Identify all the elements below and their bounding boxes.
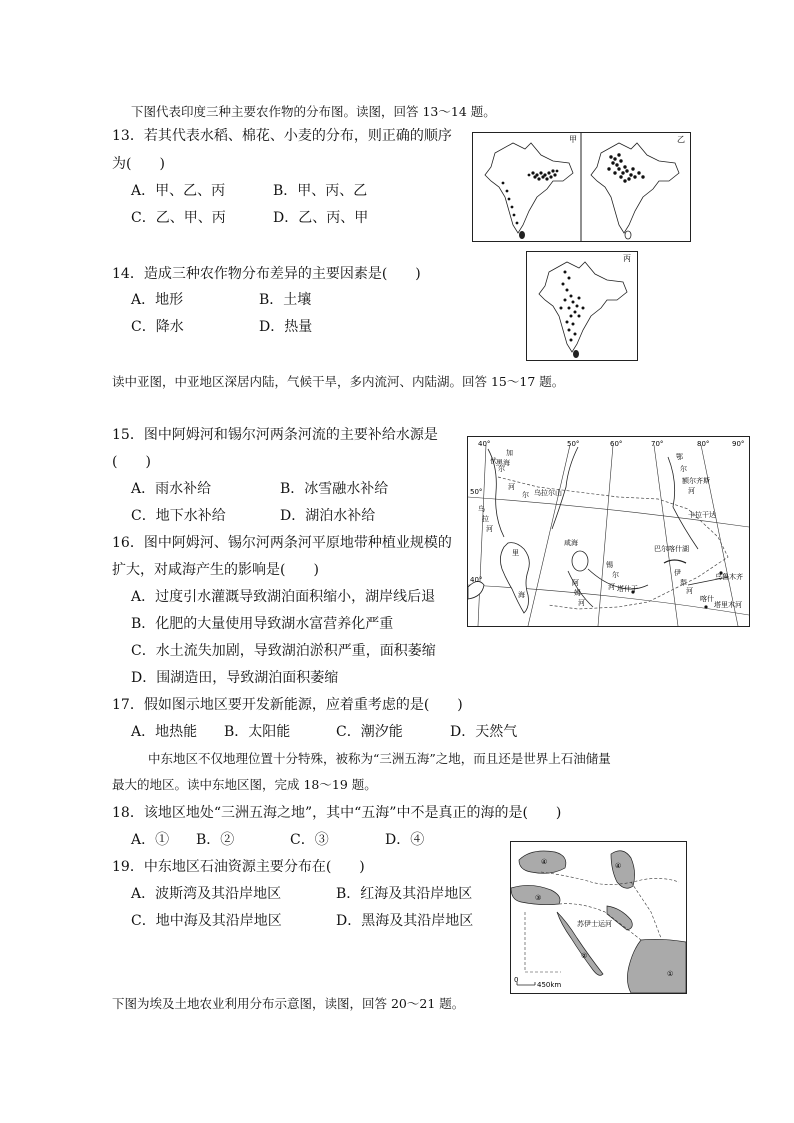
q17-option-a[interactable]: A．地热能 bbox=[131, 724, 198, 740]
panel-yi-label: 乙 bbox=[677, 135, 685, 144]
q14-option-d[interactable]: D．热量 bbox=[259, 319, 313, 335]
ural-label-2: 拉 bbox=[482, 515, 489, 523]
irtysh-label-2: 河 bbox=[688, 487, 695, 495]
q13-stem: 13．若其代表水稻、棉花、小麦的分布，则正确的顺序 bbox=[112, 128, 452, 144]
q15-stem-cont: ( ) bbox=[112, 454, 151, 470]
volga-label-2: 尔 bbox=[498, 465, 505, 473]
q17-stem: 17．假如图示地区要开发新能源，应着重考虑的是( ) bbox=[112, 697, 463, 713]
volga-label-3: 加 bbox=[506, 449, 513, 457]
q16-option-c[interactable]: C．水土流失加剧，导致湖泊淤积严重，面积萎缩 bbox=[131, 643, 436, 659]
ural-label-3: 尔 bbox=[522, 491, 529, 499]
amu-label-2: 姆 bbox=[574, 589, 581, 597]
q18-option-c[interactable]: C．③ bbox=[290, 832, 329, 848]
marker-1: ① bbox=[667, 970, 674, 978]
q13-option-a[interactable]: A．甲、乙、丙 bbox=[131, 183, 226, 199]
intro-15-17: 读中亚图，中亚地区深居内陆，气候干旱，多内流河、内陆湖。回答 15～17 题。 bbox=[112, 374, 565, 389]
ural-label-1: 乌 bbox=[478, 505, 485, 513]
intro-18-19-line2: 最大的地区。读中东地区图，完成 18～19 题。 bbox=[112, 777, 377, 792]
india-map-jia-yi bbox=[472, 132, 691, 242]
q13-option-d[interactable]: D．乙、丙、甲 bbox=[273, 210, 369, 226]
suez-label: 苏伊士运河 bbox=[577, 920, 612, 928]
india-map-bing bbox=[526, 251, 638, 361]
marker-4-top-left: ④ bbox=[541, 858, 548, 866]
volga-label-4: 河 bbox=[508, 483, 515, 491]
marker-3: ③ bbox=[535, 894, 542, 902]
q14-option-b[interactable]: B．土壤 bbox=[259, 292, 312, 308]
intro-18-19-line1: 中东地区不仅地理位置十分特殊，被称为“三洲五海”之地，而且还是世界上石油储量 bbox=[148, 751, 611, 766]
lon-60: 60° bbox=[610, 440, 623, 448]
caspian-label-2: 海 bbox=[518, 591, 525, 599]
irtysh-label: 额尔齐斯 bbox=[682, 477, 710, 485]
q19-option-c[interactable]: C．地中海及其沿岸地区 bbox=[131, 913, 282, 929]
panel-yi-dots bbox=[607, 153, 644, 182]
q16-option-d[interactable]: D．围湖造田，导致湖泊面积萎缩 bbox=[131, 670, 339, 686]
kashi-label: 喀什 bbox=[700, 595, 714, 603]
lon-40: 40° bbox=[478, 440, 491, 448]
lon-50: 50° bbox=[567, 440, 580, 448]
obi-label-2: 尔 bbox=[680, 465, 687, 473]
lat-50: 50° bbox=[470, 488, 483, 496]
panel-jia-label: 甲 bbox=[569, 135, 577, 144]
amu-label-3: 河 bbox=[578, 599, 585, 607]
q16-stem-cont: 扩大，对咸海产生的影响是( ) bbox=[112, 562, 319, 578]
marker-4: ④ bbox=[615, 862, 622, 870]
q19-stem: 19．中东地区石油资源主要分布在( ) bbox=[112, 859, 365, 875]
q14-option-a[interactable]: A．地形 bbox=[131, 292, 184, 308]
q18-option-b[interactable]: B．② bbox=[196, 832, 235, 848]
caspian-label-1: 里 bbox=[512, 549, 519, 557]
river-label-right: 卡拉干达 bbox=[688, 511, 716, 519]
q19-option-b[interactable]: B．红海及其沿岸地区 bbox=[336, 886, 473, 902]
syr-label-3: 河 bbox=[608, 583, 615, 591]
q17-option-c[interactable]: C．潮汐能 bbox=[336, 724, 403, 740]
q16-stem: 16．图中阿姆河、锡尔河两条河平原地带种植业规模的 bbox=[112, 535, 452, 551]
q15-option-b[interactable]: B．冰雪融水补给 bbox=[280, 481, 389, 497]
q15-option-d[interactable]: D．湖泊水补给 bbox=[280, 508, 376, 524]
q13-option-c[interactable]: C．乙、甲、丙 bbox=[131, 210, 226, 226]
tarim-label: 塔里木河 bbox=[714, 601, 742, 609]
q14-option-c[interactable]: C．降水 bbox=[131, 319, 184, 335]
middle-east-map bbox=[510, 841, 687, 994]
q19-option-a[interactable]: A．波斯湾及其沿岸地区 bbox=[131, 886, 282, 902]
q18-stem: 18．该地区地处“三洲五海之地”，其中“五海”中不是真正的海的是( ) bbox=[112, 805, 562, 821]
q15-option-c[interactable]: C．地下水补给 bbox=[131, 508, 226, 524]
q19-option-d[interactable]: D．黑海及其沿岸地区 bbox=[336, 913, 474, 929]
urumqi-label: 乌鲁木齐 bbox=[715, 573, 743, 581]
ural-mountain-label: 乌拉尔山 bbox=[534, 489, 562, 497]
blacksea-label: 黑海 bbox=[496, 459, 510, 467]
q15-option-a[interactable]: A．雨水补给 bbox=[131, 481, 212, 497]
lon-70: 70° bbox=[651, 440, 664, 448]
lon-80: 80° bbox=[697, 440, 710, 448]
amu-label-1: 阿 bbox=[572, 579, 579, 587]
intro-20-21: 下图为埃及土地农业利用分布示意图，读图，回答 20～21 题。 bbox=[112, 996, 465, 1011]
scale-zero: 0 bbox=[514, 976, 519, 984]
intro-13-14: 下图代表印度三种主要农作物的分布图。读图，回答 13～14 题。 bbox=[131, 104, 496, 119]
q13-option-b[interactable]: B．甲、丙、乙 bbox=[273, 183, 368, 199]
syr-label-2: 尔 bbox=[612, 571, 619, 579]
q18-option-d[interactable]: D．④ bbox=[385, 832, 425, 848]
yili-label-1: 伊 bbox=[674, 569, 681, 577]
central-asia-map bbox=[467, 436, 750, 627]
scale-label: 450km bbox=[537, 981, 562, 989]
volga-label-1: 伏 bbox=[490, 457, 497, 465]
q13-stem-cont: 为( ) bbox=[112, 156, 165, 172]
syr-label-1: 锡 bbox=[606, 561, 613, 569]
q16-option-b[interactable]: B．化肥的大量使用导致湖水富营养化严重 bbox=[131, 616, 394, 632]
ural-label-4: 河 bbox=[486, 525, 493, 533]
q16-option-a[interactable]: A．过度引水灌溉导致湖泊面积缩小，湖岸线后退 bbox=[131, 589, 436, 605]
lon-90: 90° bbox=[732, 440, 745, 448]
obi-label-1: 鄂 bbox=[676, 453, 683, 461]
yili-label-3: 河 bbox=[686, 587, 693, 595]
balkhash-label: 巴尔喀什湖 bbox=[654, 545, 689, 553]
yili-label-2: 犁 bbox=[680, 579, 687, 587]
q17-option-b[interactable]: B．太阳能 bbox=[224, 724, 291, 740]
marker-2: ② bbox=[581, 952, 588, 960]
q17-option-d[interactable]: D．天然气 bbox=[450, 724, 518, 740]
q18-option-a[interactable]: A．① bbox=[131, 832, 170, 848]
aral-label: 咸海 bbox=[564, 539, 578, 547]
tashkent-label: 塔什干 bbox=[617, 585, 638, 593]
q14-stem: 14．造成三种农作物分布差异的主要因素是( ) bbox=[112, 266, 421, 282]
panel-bing-label: 丙 bbox=[623, 254, 631, 263]
lat-40: 40° bbox=[470, 576, 483, 584]
q15-stem: 15．图中阿姆河和锡尔河两条河流的主要补给水源是 bbox=[112, 427, 438, 443]
